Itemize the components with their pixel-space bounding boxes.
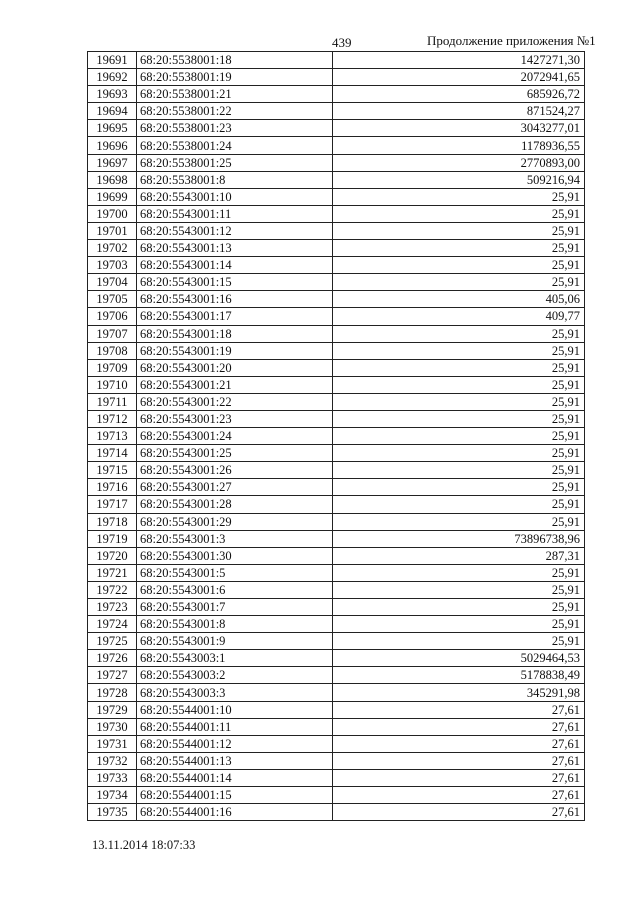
cadastral-number: 68:20:5538001:21 (137, 86, 333, 103)
row-number: 19732 (88, 752, 137, 769)
row-number: 19700 (88, 205, 137, 222)
table-row (88, 650, 585, 667)
table-row (88, 735, 585, 752)
table-row (88, 410, 585, 427)
cadastral-value: 287,31 (333, 547, 585, 564)
row-number: 19718 (88, 513, 137, 530)
cadastral-value: 25,91 (333, 410, 585, 427)
cadastral-value: 25,91 (333, 342, 585, 359)
cadastral-value: 2072941,65 (333, 69, 585, 86)
cadastral-value: 27,61 (333, 804, 585, 821)
cadastral-number: 68:20:5543001:29 (137, 513, 333, 530)
row-number: 19697 (88, 154, 137, 171)
cadastral-number: 68:20:5543003:3 (137, 684, 333, 701)
cadastral-value: 25,91 (333, 496, 585, 513)
table-row (88, 308, 585, 325)
cadastral-value: 25,91 (333, 599, 585, 616)
cadastral-value: 405,06 (333, 291, 585, 308)
row-number: 19702 (88, 240, 137, 257)
table-row (88, 701, 585, 718)
table-row (88, 752, 585, 769)
row-number: 19709 (88, 359, 137, 376)
table-row (88, 171, 585, 188)
row-number: 19692 (88, 69, 137, 86)
table-row (88, 633, 585, 650)
cadastral-value: 25,91 (333, 428, 585, 445)
cadastral-number: 68:20:5544001:15 (137, 787, 333, 804)
cadastral-value: 1178936,55 (333, 137, 585, 154)
row-number: 19708 (88, 342, 137, 359)
table-row (88, 667, 585, 684)
row-number: 19735 (88, 804, 137, 821)
cadastral-value: 685926,72 (333, 86, 585, 103)
table-row (88, 445, 585, 462)
table-row (88, 188, 585, 205)
cadastral-number: 68:20:5543001:20 (137, 359, 333, 376)
cadastral-value: 27,61 (333, 769, 585, 786)
table-row (88, 428, 585, 445)
row-number: 19707 (88, 325, 137, 342)
cadastral-number: 68:20:5543001:19 (137, 342, 333, 359)
table-row (88, 120, 585, 137)
cadastral-number: 68:20:5543001:10 (137, 188, 333, 205)
cadastral-number: 68:20:5543003:1 (137, 650, 333, 667)
cadastral-value: 5178838,49 (333, 667, 585, 684)
row-number: 19716 (88, 479, 137, 496)
row-number: 19723 (88, 599, 137, 616)
cadastral-number: 68:20:5538001:24 (137, 137, 333, 154)
cadastral-value: 25,91 (333, 393, 585, 410)
cadastral-value: 25,91 (333, 445, 585, 462)
table-row (88, 718, 585, 735)
table-row (88, 599, 585, 616)
cadastral-number: 68:20:5543001:14 (137, 257, 333, 274)
row-number: 19703 (88, 257, 137, 274)
cadastral-value: 2770893,00 (333, 154, 585, 171)
row-number: 19698 (88, 171, 137, 188)
cadastral-value: 25,91 (333, 359, 585, 376)
cadastral-number: 68:20:5544001:12 (137, 735, 333, 752)
table-row (88, 564, 585, 581)
cadastral-value: 27,61 (333, 701, 585, 718)
row-number: 19715 (88, 462, 137, 479)
cadastral-value: 25,91 (333, 240, 585, 257)
row-number: 19706 (88, 308, 137, 325)
table-row (88, 342, 585, 359)
cadastral-number: 68:20:5543001:21 (137, 376, 333, 393)
cadastral-value: 25,91 (333, 376, 585, 393)
table-row (88, 581, 585, 598)
cadastral-number: 68:20:5543003:2 (137, 667, 333, 684)
cadastral-value: 25,91 (333, 222, 585, 239)
cadastral-number: 68:20:5538001:25 (137, 154, 333, 171)
cadastral-number: 68:20:5544001:14 (137, 769, 333, 786)
cadastral-value: 409,77 (333, 308, 585, 325)
cadastral-number: 68:20:5543001:17 (137, 308, 333, 325)
row-number: 19704 (88, 274, 137, 291)
header-note: Продолжение приложения №1 (427, 33, 596, 48)
cadastral-value: 25,91 (333, 479, 585, 496)
table-row (88, 86, 585, 103)
row-number: 19724 (88, 616, 137, 633)
cadastral-number: 68:20:5538001:19 (137, 69, 333, 86)
cadastral-number: 68:20:5543001:12 (137, 222, 333, 239)
table-row (88, 257, 585, 274)
row-number: 19720 (88, 547, 137, 564)
table-row (88, 103, 585, 120)
cadastral-value: 73896738,96 (333, 530, 585, 547)
cadastral-number: 68:20:5543001:9 (137, 633, 333, 650)
cadastral-value: 25,91 (333, 462, 585, 479)
cadastral-number: 68:20:5544001:11 (137, 718, 333, 735)
cadastral-value: 25,91 (333, 633, 585, 650)
row-number: 19727 (88, 667, 137, 684)
table-row (88, 616, 585, 633)
table-row (88, 804, 585, 821)
cadastral-number: 68:20:5544001:16 (137, 804, 333, 821)
page-number: 439 (332, 35, 352, 50)
row-number: 19711 (88, 393, 137, 410)
cadastral-value: 25,91 (333, 188, 585, 205)
cadastral-value: 25,91 (333, 325, 585, 342)
table-row (88, 547, 585, 564)
cadastral-number: 68:20:5543001:26 (137, 462, 333, 479)
cadastral-number: 68:20:5543001:7 (137, 599, 333, 616)
cadastral-number: 68:20:5543001:11 (137, 205, 333, 222)
row-number: 19717 (88, 496, 137, 513)
cadastral-value: 25,91 (333, 564, 585, 581)
cadastral-number: 68:20:5543001:16 (137, 291, 333, 308)
cadastral-number: 68:20:5543001:23 (137, 410, 333, 427)
cadastral-value: 25,91 (333, 274, 585, 291)
table-row (88, 496, 585, 513)
cadastral-value: 345291,98 (333, 684, 585, 701)
row-number: 19729 (88, 701, 137, 718)
table-row (88, 52, 585, 69)
row-number: 19719 (88, 530, 137, 547)
row-number: 19733 (88, 769, 137, 786)
table-row (88, 479, 585, 496)
row-number: 19728 (88, 684, 137, 701)
cadastral-number: 68:20:5543001:25 (137, 445, 333, 462)
cadastral-value: 27,61 (333, 752, 585, 769)
cadastral-number: 68:20:5543001:5 (137, 564, 333, 581)
cadastral-number: 68:20:5543001:30 (137, 547, 333, 564)
row-number: 19699 (88, 188, 137, 205)
table-row (88, 154, 585, 171)
cadastral-number: 68:20:5543001:8 (137, 616, 333, 633)
row-number: 19725 (88, 633, 137, 650)
cadastral-value: 5029464,53 (333, 650, 585, 667)
row-number: 19731 (88, 735, 137, 752)
cadastral-number: 68:20:5538001:18 (137, 52, 333, 69)
row-number: 19705 (88, 291, 137, 308)
row-number: 19691 (88, 52, 137, 69)
cadastral-number: 68:20:5543001:27 (137, 479, 333, 496)
cadastral-value: 25,91 (333, 205, 585, 222)
table-row (88, 787, 585, 804)
cadastral-value: 27,61 (333, 787, 585, 804)
row-number: 19695 (88, 120, 137, 137)
cadastral-number: 68:20:5543001:15 (137, 274, 333, 291)
row-number: 19722 (88, 581, 137, 598)
table-row (88, 291, 585, 308)
row-number: 19696 (88, 137, 137, 154)
cadastral-number: 68:20:5538001:23 (137, 120, 333, 137)
row-number: 19694 (88, 103, 137, 120)
cadastral-number: 68:20:5538001:8 (137, 171, 333, 188)
cadastral-number: 68:20:5543001:24 (137, 428, 333, 445)
cadastral-value: 25,91 (333, 581, 585, 598)
table-row (88, 684, 585, 701)
table-row (88, 393, 585, 410)
row-number: 19714 (88, 445, 137, 462)
table-row (88, 240, 585, 257)
row-number: 19701 (88, 222, 137, 239)
table-row (88, 222, 585, 239)
cadastral-number: 68:20:5538001:22 (137, 103, 333, 120)
table-row (88, 137, 585, 154)
cadastral-value: 871524,27 (333, 103, 585, 120)
row-number: 19713 (88, 428, 137, 445)
table-body (88, 52, 585, 821)
footer-timestamp: 13.11.2014 18:07:33 (92, 838, 196, 852)
table-row (88, 530, 585, 547)
cadastral-number: 68:20:5543001:3 (137, 530, 333, 547)
cadastral-value: 25,91 (333, 513, 585, 530)
row-number: 19710 (88, 376, 137, 393)
cadastral-value: 3043277,01 (333, 120, 585, 137)
cadastral-number: 68:20:5543001:18 (137, 325, 333, 342)
table-row (88, 205, 585, 222)
table-row (88, 513, 585, 530)
cadastral-value: 25,91 (333, 616, 585, 633)
cadastral-value: 27,61 (333, 718, 585, 735)
cadastral-number: 68:20:5543001:6 (137, 581, 333, 598)
cadastral-value: 509216,94 (333, 171, 585, 188)
cadastral-value: 25,91 (333, 257, 585, 274)
data-table (87, 51, 585, 821)
cadastral-number: 68:20:5543001:28 (137, 496, 333, 513)
table-row (88, 462, 585, 479)
cadastral-number: 68:20:5543001:13 (137, 240, 333, 257)
cadastral-number: 68:20:5544001:10 (137, 701, 333, 718)
table-row (88, 769, 585, 786)
row-number: 19712 (88, 410, 137, 427)
row-number: 19721 (88, 564, 137, 581)
row-number: 19693 (88, 86, 137, 103)
row-number: 19730 (88, 718, 137, 735)
table-row (88, 325, 585, 342)
cadastral-value: 1427271,30 (333, 52, 585, 69)
table-row (88, 359, 585, 376)
cadastral-value: 27,61 (333, 735, 585, 752)
table-row (88, 376, 585, 393)
row-number: 19734 (88, 787, 137, 804)
table-row (88, 69, 585, 86)
row-number: 19726 (88, 650, 137, 667)
cadastral-number: 68:20:5544001:13 (137, 752, 333, 769)
table-row (88, 274, 585, 291)
cadastral-number: 68:20:5543001:22 (137, 393, 333, 410)
